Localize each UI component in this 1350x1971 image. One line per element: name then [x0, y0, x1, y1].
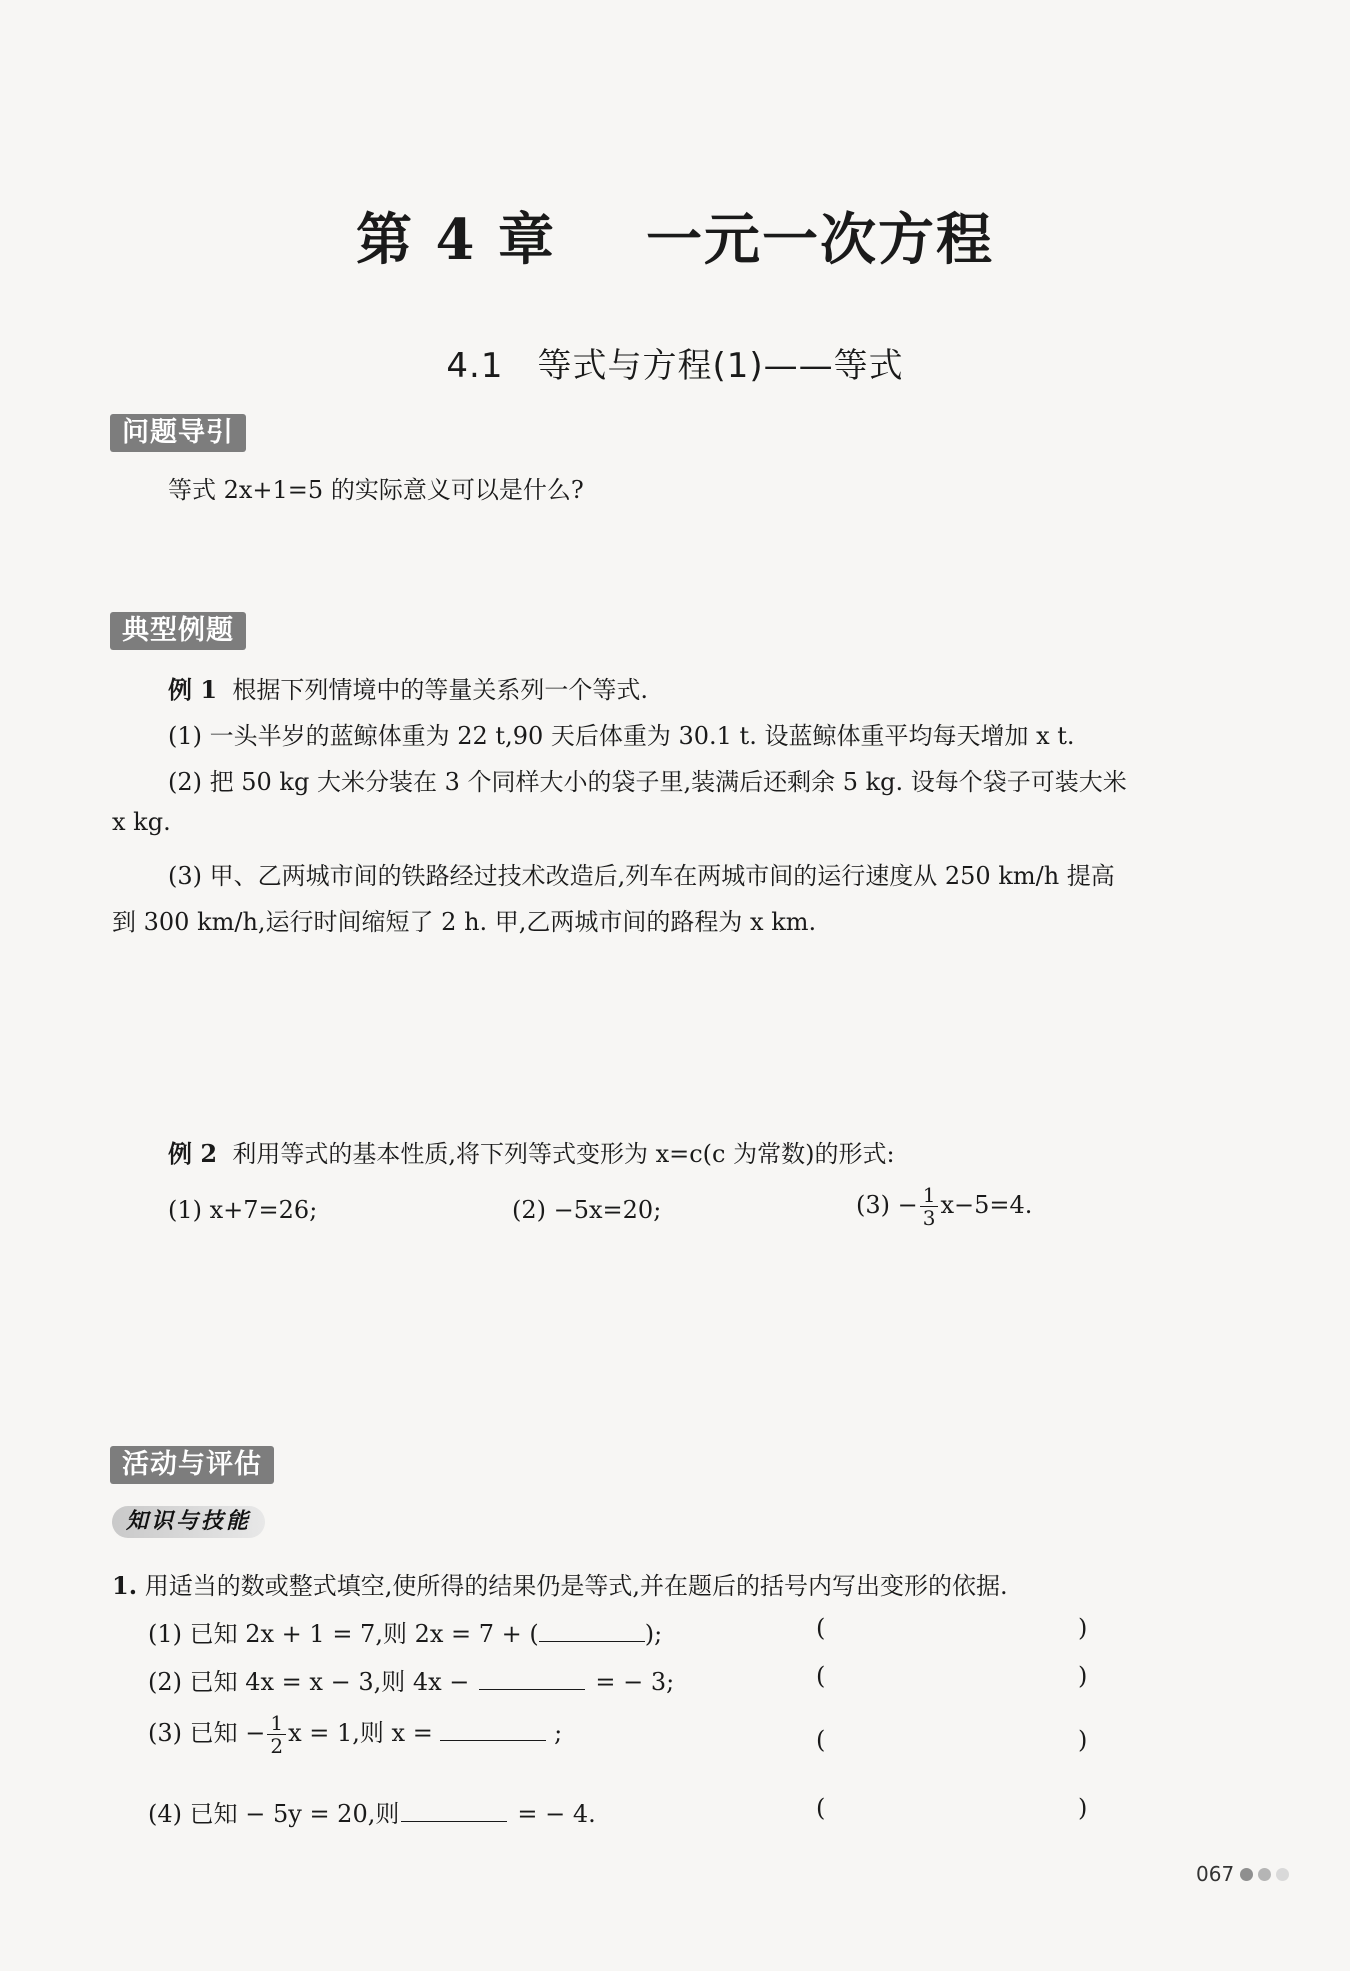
section-name: 等式与方程(1)——等式 — [537, 346, 904, 386]
chapter-title — [0, 196, 1350, 276]
part3-reason-open: ( — [816, 1726, 826, 1754]
question1-part1 — [148, 1614, 662, 1649]
fraction-denominator: 3 — [922, 1206, 936, 1230]
part1-blank[interactable] — [539, 1619, 645, 1642]
part4-end: = − 4. — [517, 1800, 596, 1828]
question1-part2 — [148, 1662, 674, 1697]
examples-tag: 典型例题 — [110, 612, 246, 650]
fraction-one-half — [267, 1712, 286, 1757]
part3-text: (3) 已知 − — [148, 1719, 266, 1747]
part2-end: = − 3; — [595, 1668, 675, 1696]
page-dot-icon — [1258, 1868, 1271, 1881]
part3-reason-close: ) — [1078, 1726, 1088, 1754]
example1-item3-line1: (3) 甲、乙两城市间的铁路经过技术改造后,列车在两城市间的运行速度从 250 km/h 提高 — [168, 862, 1115, 890]
fraction-one-third — [920, 1184, 939, 1229]
example1-prompt: 根据下列情境中的等量关系列一个等式. — [232, 676, 648, 704]
intro-tag: 问题导引 — [110, 414, 246, 452]
example1-item2-line2: x kg. — [112, 808, 171, 836]
part1-reason-open: ( — [816, 1614, 826, 1642]
fraction-numerator: 1 — [920, 1184, 939, 1207]
part1-text: (1) 已知 2x + 1 = 7,则 2x = 7 + ( — [148, 1620, 539, 1648]
part1-reason-close: ) — [1078, 1614, 1088, 1642]
example1-item3-line2: 到 300 km/h,运行时间缩短了 2 h. 甲,乙两城市间的路程为 x km. — [112, 908, 817, 936]
example2-header — [168, 1134, 895, 1169]
example2-prompt: 利用等式的基本性质,将下列等式变形为 x=c(c 为常数)的形式: — [232, 1140, 895, 1168]
example2-part2: (2) −5x=20; — [512, 1196, 662, 1224]
question1-part4 — [148, 1794, 596, 1829]
chapter-name: 一元一次方程 — [645, 207, 994, 273]
fraction-denominator: 2 — [270, 1734, 284, 1758]
fraction-numerator: 1 — [267, 1712, 286, 1735]
example2-part3-prefix: (3) − — [856, 1191, 918, 1219]
page-number: 067 — [1196, 1862, 1235, 1886]
page-dot-icon — [1240, 1868, 1253, 1881]
question1-prompt — [112, 1566, 1008, 1601]
part3-end: ; — [554, 1719, 563, 1747]
part2-blank[interactable] — [479, 1667, 585, 1690]
section-title — [0, 338, 1350, 387]
intro-question: 等式 2x+1=5 的实际意义可以是什么? — [168, 476, 584, 504]
example2-part3-suffix: x−5=4. — [940, 1191, 1033, 1219]
part4-blank[interactable] — [401, 1799, 507, 1822]
part1-end: ); — [644, 1620, 663, 1648]
example1-item1: (1) 一头半岁的蓝鲸体重为 22 t,90 天后体重为 30.1 t. 设蓝鲸体重平均每天增加 x t. — [168, 722, 1075, 750]
part4-text: (4) 已知 − 5y = 20,则 — [148, 1800, 400, 1828]
chapter-number: 第 4 章 — [356, 207, 556, 273]
example1-label: 例 1 — [168, 675, 218, 704]
part4-reason-close: ) — [1078, 1794, 1088, 1822]
page-dot-icon — [1276, 1868, 1289, 1881]
part2-text: (2) 已知 4x = x − 3,则 4x − — [148, 1668, 470, 1696]
question1-number: 1. — [112, 1571, 138, 1600]
example2-label: 例 2 — [168, 1139, 218, 1168]
question1-text: 用适当的数或整式填空,使所得的结果仍是等式,并在题后的括号内写出变形的依据. — [144, 1572, 1008, 1600]
part4-reason-open: ( — [816, 1794, 826, 1822]
part2-reason-close: ) — [1078, 1662, 1088, 1690]
part3-mid: x = 1,则 x = — [288, 1719, 433, 1747]
example2-part3 — [856, 1184, 1032, 1229]
question1-part3 — [148, 1712, 562, 1757]
knowledge-skills-tag: 知识与技能 — [112, 1506, 265, 1538]
part2-reason-open: ( — [816, 1662, 826, 1690]
section-number: 4.1 — [446, 346, 504, 386]
example1-item2-line1: (2) 把 50 kg 大米分装在 3 个同样大小的袋子里,装满后还剩余 5 kg. 设每个袋子可装大米 — [168, 768, 1127, 796]
part3-blank[interactable] — [440, 1718, 546, 1741]
activity-tag: 活动与评估 — [110, 1446, 274, 1484]
example1-header — [168, 670, 648, 705]
example2-part1: (1) x+7=26; — [168, 1196, 318, 1224]
